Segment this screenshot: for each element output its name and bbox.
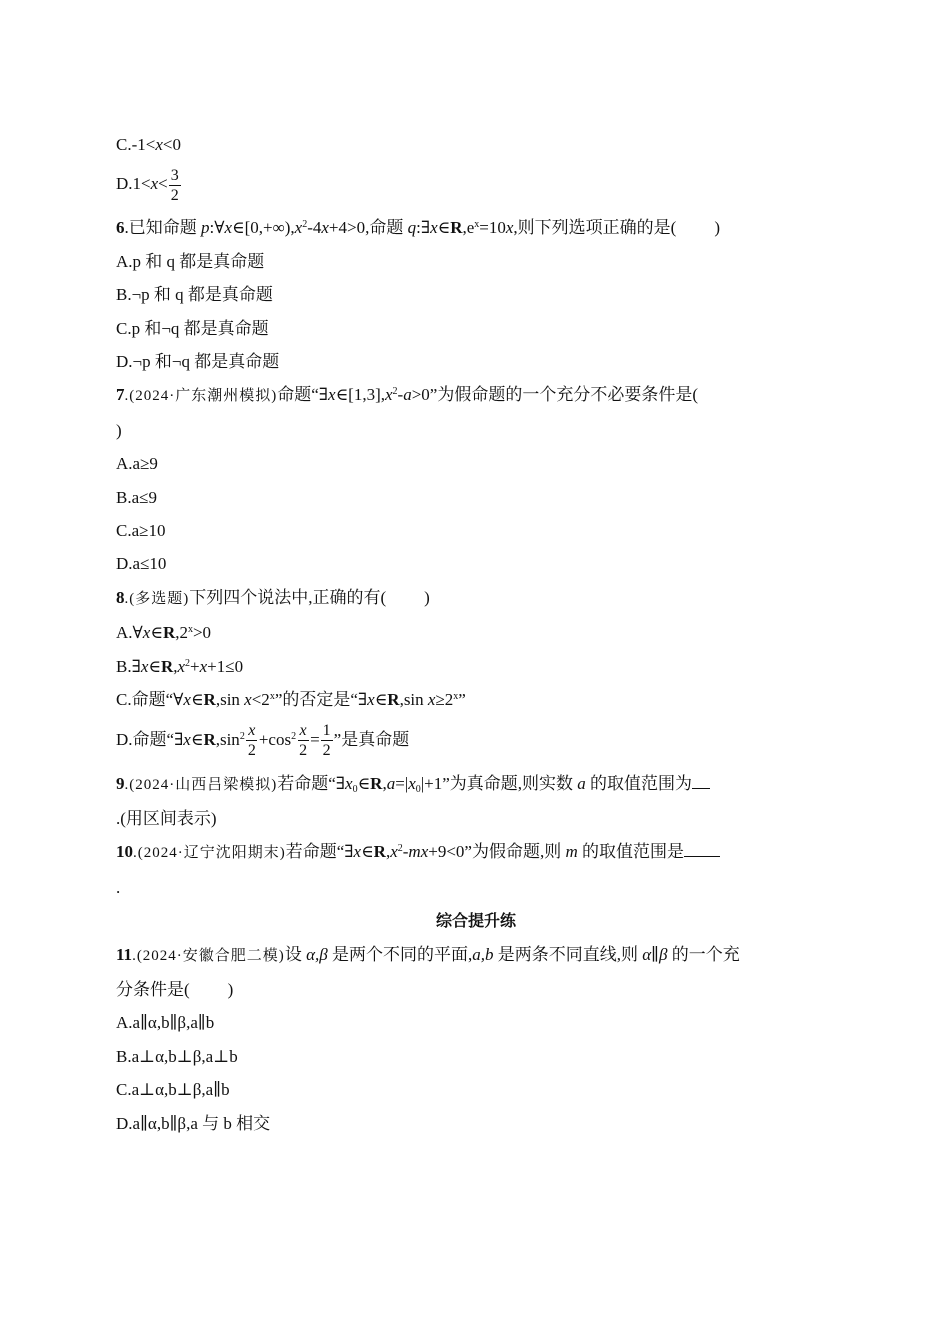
var-x: x	[390, 842, 398, 862]
question-number: 11	[116, 944, 133, 964]
q5-option-c-text: C.-1<	[116, 135, 156, 154]
var-x: x	[408, 773, 416, 793]
fraction-denominator: 2	[322, 742, 331, 760]
question-source: .(2024·广东潮州模拟)	[124, 388, 278, 405]
option-text: C.a≥10	[116, 521, 166, 541]
superscript: x	[187, 624, 193, 636]
superscript: x	[269, 691, 275, 703]
q10-stem-text: -	[402, 842, 409, 862]
option-text: <2	[251, 690, 270, 710]
option-text: B.¬p 和 q 都是真命题	[116, 285, 273, 305]
superscript: 2	[302, 219, 308, 231]
q5-option-c	[116, 128, 836, 161]
option-text: +	[190, 656, 200, 676]
q10-stem	[116, 835, 836, 870]
q7-stem-text: -	[397, 385, 404, 405]
q10-stem-text: ∈	[361, 842, 374, 862]
q5-option-d	[116, 161, 836, 207]
option-text: D.¬p 和¬q 都是真命题	[116, 352, 280, 372]
var-a: a	[386, 773, 396, 793]
q6-stem-text: )	[714, 218, 721, 238]
q10-stem-text: +9<0”为假命题,则	[428, 842, 566, 862]
q8-stem	[116, 581, 836, 616]
fraction-numerator: 3	[170, 167, 179, 184]
option-text: ≥2	[435, 690, 454, 710]
var-a: a	[403, 385, 412, 405]
q7-option-b	[116, 481, 836, 514]
q11-stem-line2	[116, 973, 836, 1006]
fraction-denominator: 2	[299, 742, 308, 760]
answer-blank[interactable]	[692, 774, 710, 789]
q8-option-a	[116, 616, 836, 649]
q7-stem-line2	[116, 414, 836, 447]
option-text: ”	[458, 690, 466, 710]
q6-option-c	[116, 312, 836, 345]
question-number: 7	[116, 385, 125, 405]
option-text: +1≤0	[207, 656, 244, 676]
superscript: 2	[185, 657, 191, 669]
q9-stem-text: |+1”为真命题,则实数	[420, 773, 578, 793]
q8-stem-text: 下列四个说法中,正确的有(	[189, 587, 387, 607]
q7-stem	[116, 378, 836, 413]
q7-option-a	[116, 447, 836, 480]
real-set-symbol: R	[162, 623, 176, 643]
superscript: 2	[397, 843, 403, 855]
var-x: x	[199, 656, 208, 676]
question-source: .(2024·安徽合肥二模)	[132, 947, 285, 964]
q6-stem-text: :∀	[209, 218, 225, 238]
q6-stem-text: +4>0,命题	[328, 218, 408, 238]
var-x: x	[155, 135, 163, 154]
real-set-symbol: R	[203, 729, 216, 749]
q5-option-d-text: D.1<	[116, 174, 151, 194]
option-text: D.命题“∃	[116, 729, 184, 749]
q6-stem-text: -4	[307, 218, 322, 238]
var-m: m	[565, 842, 578, 862]
var-p: p	[201, 218, 210, 238]
q5-option-d-lt: <	[158, 174, 168, 194]
section-title: 综合提升练	[435, 911, 516, 931]
option-text: ,	[173, 656, 178, 676]
question-source: .(多选题)	[124, 590, 190, 607]
var-a-b: a,b	[472, 944, 494, 964]
var-x: x	[328, 385, 336, 405]
option-text: D.a∥α,b∥β,a 与 b 相交	[116, 1113, 271, 1133]
subscript: 0	[415, 783, 421, 795]
q8-option-b	[116, 650, 836, 683]
question-source: .(2024·山西吕梁模拟)	[124, 776, 278, 793]
var-alpha-beta: α,β	[306, 944, 328, 964]
var-x: x	[427, 690, 436, 710]
q6-option-b	[116, 278, 836, 311]
q9-stem-text: =|	[395, 773, 409, 793]
q11-stem-text: 的一个充	[667, 944, 740, 964]
superscript: x	[474, 219, 480, 231]
fraction-denominator: 2	[170, 187, 179, 204]
q6-stem-text: :∃	[416, 218, 431, 238]
var-x: x	[345, 773, 353, 793]
subscript: 0	[352, 783, 358, 795]
q11-stem	[116, 938, 836, 973]
q7-stem-text: 命题“∃	[277, 385, 329, 405]
option-text: C.p 和¬q 都是真命题	[116, 318, 269, 338]
fraction-numerator: x	[248, 722, 256, 740]
q8-option-d	[116, 717, 836, 763]
option-text: A.a∥α,b∥β,a∥b	[116, 1013, 215, 1033]
q6-stem	[116, 211, 836, 244]
fraction	[297, 721, 309, 760]
q7-stem-text: ∈[1,3],	[335, 385, 385, 405]
q6-stem-text: ∈	[437, 218, 451, 238]
fraction-numerator: 1	[322, 722, 331, 740]
option-text: ∈	[150, 623, 163, 643]
question-number: 10	[116, 842, 133, 862]
var-x: x	[183, 690, 191, 710]
var-x: x	[430, 218, 438, 238]
var-x: x	[353, 842, 362, 862]
option-text: B.a⊥α,b⊥β,a⊥b	[116, 1046, 238, 1066]
real-set-symbol: R	[203, 690, 216, 710]
q6-option-d	[116, 345, 836, 378]
option-text: B.∃	[116, 656, 141, 676]
option-text: B.a≤9	[116, 487, 157, 507]
option-text: =	[310, 729, 320, 749]
q11-stem-text: 设	[284, 944, 307, 964]
q8-stem-text: )	[424, 587, 430, 607]
option-text: D.a≤10	[116, 554, 167, 574]
q7-option-d	[116, 547, 836, 580]
q9-stem-text: .(用区间表示)	[116, 808, 217, 828]
var-alpha-parallel-beta: α∥β	[642, 944, 668, 964]
fraction	[246, 721, 258, 760]
superscript: 2	[392, 386, 398, 398]
fraction-denominator: 2	[247, 742, 256, 760]
q6-stem-text: ,e	[462, 218, 475, 238]
q8-option-c	[116, 683, 836, 716]
question-source: .(2024·辽宁沈阳期末)	[133, 845, 286, 862]
q11-option-b	[116, 1040, 836, 1073]
q10-stem-text: 若命题“∃	[285, 842, 354, 862]
q6-stem-text: =10	[479, 218, 506, 238]
q6-stem-text: ,则下列选项正确的是(	[513, 218, 677, 238]
option-text: ∈	[190, 729, 204, 749]
var-x: x	[177, 656, 186, 676]
option-text: ,sin	[215, 729, 240, 749]
q5-option-c-tail: <0	[162, 135, 181, 154]
q9-stem-line2	[116, 802, 836, 835]
q9-stem-text: ,	[382, 773, 387, 793]
question-number: 9	[116, 773, 125, 793]
option-text: ”的否定是“∃	[274, 690, 368, 710]
real-set-symbol: R	[160, 656, 174, 676]
var-x: x	[183, 729, 191, 749]
q10-stem-line2	[116, 871, 836, 904]
fraction-numerator: x	[299, 722, 307, 740]
q9-stem	[116, 767, 836, 802]
q11-option-a	[116, 1006, 836, 1039]
q6-stem-text: .已知命题	[124, 218, 201, 238]
question-number: 6	[116, 218, 125, 238]
var-x: x	[224, 218, 233, 238]
q11-option-c	[116, 1073, 836, 1106]
q6-option-a	[116, 245, 836, 278]
option-text: ∈	[148, 656, 161, 676]
option-text: A.a≥9	[116, 454, 158, 474]
option-text: +cos	[258, 729, 292, 749]
fraction	[321, 721, 333, 760]
option-text: ,2	[175, 623, 188, 643]
q11-option-d	[116, 1107, 836, 1140]
q10-stem-text: ,	[385, 842, 391, 862]
option-text: ”是真命题	[333, 729, 410, 749]
q7-option-c	[116, 514, 836, 547]
q9-stem-text: 若命题“∃	[277, 773, 346, 793]
superscript: 2	[291, 730, 297, 742]
option-text: A.p 和 q 都是真命题	[116, 251, 265, 271]
var-x: x	[294, 218, 303, 238]
q11-stem-text: 分条件是(	[116, 979, 190, 999]
q11-stem-text: )	[227, 979, 234, 999]
var-x: x	[140, 656, 149, 676]
var-x: x	[142, 623, 151, 643]
q6-stem-text: ∈[0,+∞),	[232, 218, 295, 238]
var-x: x	[505, 218, 514, 238]
option-text: >0	[192, 623, 212, 643]
option-text: C.命题“∀	[116, 690, 184, 710]
real-set-symbol: R	[387, 690, 400, 710]
option-text: ∈	[190, 690, 204, 710]
option-text: ,sin	[399, 690, 428, 710]
var-a: a	[577, 773, 586, 793]
var-x: x	[321, 218, 329, 238]
option-text: C.a⊥α,b⊥β,a∥b	[116, 1080, 230, 1100]
superscript: 2	[239, 730, 245, 742]
real-set-symbol: R	[450, 218, 463, 238]
var-x: x	[244, 690, 252, 710]
q11-stem-text: 是两条不同直线,则	[493, 944, 643, 964]
var-mx: mx	[408, 842, 429, 862]
var-x: x	[367, 690, 375, 710]
q9-stem-text: 的取值范围为	[585, 773, 693, 793]
q11-stem-text: 是两个不同的平面,	[327, 944, 473, 964]
real-set-symbol: R	[370, 773, 383, 793]
q10-stem-text: .	[116, 877, 121, 897]
q10-stem-text: 的取值范围是	[577, 842, 685, 862]
answer-blank[interactable]	[684, 842, 720, 857]
fraction	[169, 166, 181, 205]
var-q: q	[407, 218, 417, 238]
superscript: x	[453, 691, 459, 703]
option-text: ∈	[374, 690, 388, 710]
q7-stem-text: )	[116, 420, 122, 440]
option-text: A.∀	[116, 623, 143, 643]
question-page	[116, 128, 836, 1140]
q9-stem-text: ∈	[357, 773, 371, 793]
var-x: x	[384, 385, 393, 405]
q7-stem-text: >0”为假命题的一个充分不必要条件是(	[411, 385, 698, 405]
var-x: x	[150, 174, 159, 194]
real-set-symbol: R	[373, 842, 386, 862]
question-number: 8	[116, 587, 125, 607]
option-text: ,sin	[215, 690, 245, 710]
